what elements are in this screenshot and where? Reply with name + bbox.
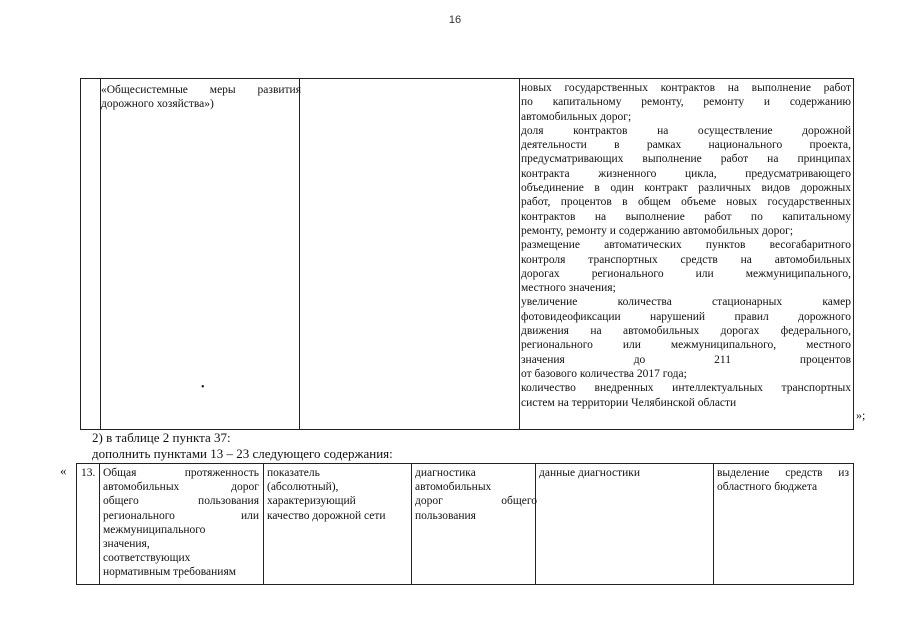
- continuation-table: [80, 78, 854, 430]
- data-source-cell: [539, 466, 711, 480]
- indicator-line: доля контрактов на осуществление дорожной: [521, 124, 851, 137]
- amendment-paragraph-1: 2) в таблице 2 пункта 37:: [92, 430, 231, 445]
- section-title-cell: «Общесистемные меры развития дорожного хозяйства»): [101, 84, 301, 110]
- cell-line: регионального или: [103, 509, 259, 522]
- cell-line: общего пользования: [103, 495, 259, 508]
- cell-line: характеризующий: [267, 495, 356, 508]
- indicator-line: предусматривающих выполнение работ на принципах: [521, 153, 851, 166]
- indicator-line: деятельности в рамках национального проекта,: [521, 139, 851, 152]
- added-rows-table: [76, 463, 854, 585]
- cell-line: Общая протяженность: [103, 467, 259, 479]
- indicator-line: ремонту, ремонту и содержанию автомобильных дорог;: [521, 224, 794, 237]
- indicator-line: местного значения;: [521, 282, 616, 295]
- cell-line: межмуниципального: [103, 523, 206, 536]
- cell-line: данные диагностики: [539, 467, 641, 479]
- indicator-line: количество внедренных интеллектуальных транспортных: [521, 382, 851, 395]
- table-divider: [519, 79, 520, 429]
- amendment-paragraph-2: дополнить пунктами 13 – 23 следующего содержания:: [92, 446, 393, 461]
- funding-cell: [717, 466, 849, 494]
- row-number: 13.: [81, 467, 96, 479]
- table-divider: [263, 464, 264, 584]
- cell-line: (абсолютный),: [267, 481, 339, 494]
- method-cell: [415, 466, 537, 523]
- indicator-line: движения на автомобильных дорогах федерального,: [521, 325, 851, 338]
- table-divider: [99, 464, 100, 584]
- indicator-line: контрактов на выполнение работ по капитальному: [521, 210, 851, 223]
- indicator-line: автомобильных дорог;: [521, 110, 632, 123]
- indicator-line: размещение автоматических пунктов весогабаритного: [521, 239, 851, 252]
- indicator-name-cell: [103, 466, 259, 580]
- indicator-line: дорогах регионального или межмуниципального,: [521, 267, 851, 280]
- page-number: 16: [448, 14, 462, 26]
- indicator-line: систем на территории Челябинской области: [521, 396, 737, 409]
- table-divider: [299, 79, 300, 429]
- cell-line: автомобильных: [415, 481, 492, 494]
- cell-line: пользования: [415, 509, 476, 522]
- cell-line: нормативным требованиям: [103, 566, 237, 579]
- indicator-line: значения до 211 процентов: [521, 353, 851, 366]
- indicator-line: контракта жизненного цикла, предусматривающего: [521, 167, 851, 180]
- indicator-line: по капитальному ремонту, ремонту и содержанию: [521, 96, 851, 109]
- cell-line: значения,: [103, 538, 150, 551]
- cell-line: дорог общего: [415, 495, 537, 508]
- indicator-line: фотовидеофиксации нарушений правил дорожного: [521, 310, 851, 323]
- stray-dot: •: [201, 382, 205, 393]
- indicator-line: контроля транспортных средств на автомобильных: [521, 253, 851, 266]
- cell-line: соответствующих: [103, 552, 191, 565]
- cell-line: областного бюджета: [717, 481, 818, 494]
- indicator-line: регионального или межмуниципального, местного: [521, 339, 851, 352]
- indicator-line: от базового количества 2017 года;: [521, 367, 687, 380]
- closing-quote-mark: »;: [856, 408, 866, 422]
- indicator-line: увеличение количества стационарных камер: [521, 296, 851, 309]
- cell-line: автомобильных дорог: [103, 481, 259, 494]
- table-divider: [100, 79, 101, 429]
- indicator-line: объединение в один контракт различных видов дорожных: [521, 182, 851, 195]
- cell-line: показатель: [267, 467, 320, 479]
- indicator-line: работ, процентов в общем объеме новых государственных: [521, 196, 851, 209]
- cell-line: выделение средств из: [717, 467, 849, 479]
- table-divider: [713, 464, 714, 584]
- table-divider: [411, 464, 412, 584]
- cell-line: диагностика: [415, 467, 476, 479]
- indicator-line: новых государственных контрактов на выполнение работ: [521, 82, 851, 94]
- cell-line: качество дорожной сети: [267, 509, 386, 522]
- opening-quote-mark: «: [60, 463, 67, 478]
- indicators-cell: [521, 81, 851, 410]
- indicator-type-cell: [267, 466, 407, 523]
